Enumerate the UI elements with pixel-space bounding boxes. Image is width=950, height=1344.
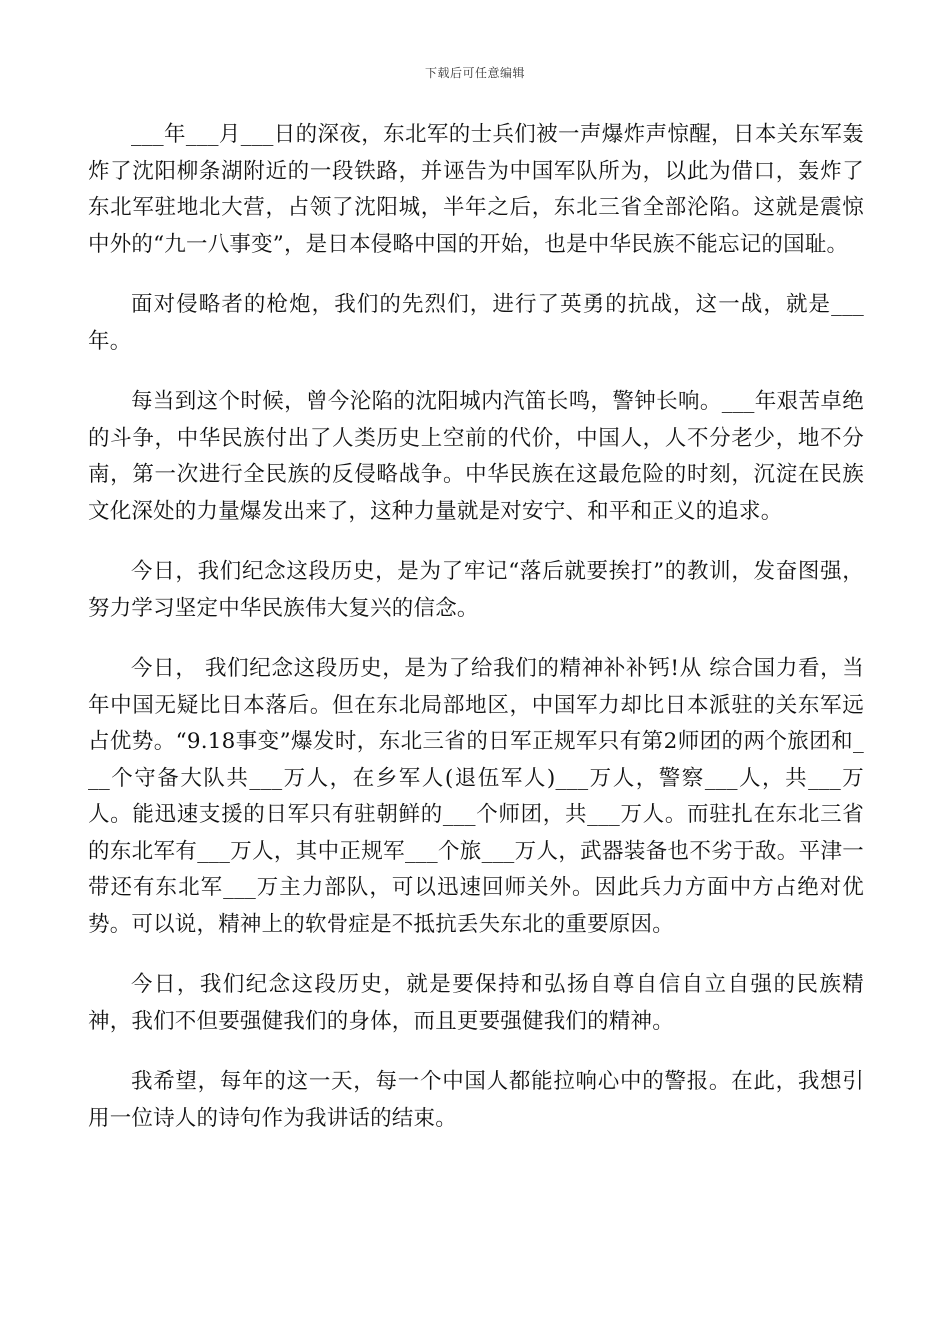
paragraph-3: 每当到这个时候，曾今沦陷的沈阳城内汽笛长鸣，警钟长响。___年艰苦卓绝的斗争，中华民族付出了人类历史上空前的代价，中国人，人不分老少，地不分南，第一次进行全民族的反侵略战争。中华民族在这最危险的时刻，沉淀在民族文化深处的力量爆发出来了，这种力量就是对安宁、和平和正义的追求。 — [88, 389, 864, 524]
paragraph-1: ___年___月___日的深夜，东北军的士兵们被一声爆炸声惊醒，日本关东军轰炸了沈阳柳条湖附近的一段铁路，并诬告为中国军队所为，以此为借口，轰炸了东北军驻地北大营，占领了沈阳城，半年之后，东北三省全部沦陷。这就是震惊中外的“九一八事变”，是日本侵略中国的开始，也是中华民族不能忘记的国耻。 — [88, 122, 864, 257]
paragraph-5: 今日， 我们纪念这段历史，是为了给我们的精神补补钙!从 综合国力看，当年中国无疑比日本落后。但在东北局部地区，中国军力却比日本派驻的关东军远占优势。“9.18事变”爆发时，东北三省的日军正规军只有第2师团的两个旅团和___个守备大队共___万人，在乡军人(退伍军人)___万人，警察___人，共___万人。能迅速支援的日军只有驻朝鲜的___个师团，共___万人。而驻扎在东北三省的东北军有___万人，其中正规军___个旅___万人，武器装备也不劣于敌。平津一带还有东北军___万主力部队，可以迅速回师关外。因此兵力方面中方占绝对优势。可以说，精神上的软骨症是不抵抗丢失东北的重要原因。 — [88, 656, 864, 937]
page-header-note: 下载后可任意编辑 — [424, 66, 525, 80]
document-body — [88, 117, 864, 1161]
paragraph-7: 我希望，每年的这一天，每一个中国人都能拉响心中的警报。在此，我想引用一位诗人的诗句作为我讲话的结束。 — [88, 1069, 864, 1131]
paragraph-6: 今日，我们纪念这段历史，就是要保持和弘扬自尊自信自立自强的民族精神，我们不但要强健我们的身体，而且更要强健我们的精神。 — [88, 972, 864, 1034]
paragraph-4: 今日，我们纪念这段历史，是为了牢记“落后就要挨打”的教训，发奋图强，努力学习坚定中华民族伟大复兴的信念。 — [88, 559, 864, 621]
paragraph-2: 面对侵略者的枪炮，我们的先烈们，进行了英勇的抗战，这一战，就是___年。 — [88, 292, 864, 354]
